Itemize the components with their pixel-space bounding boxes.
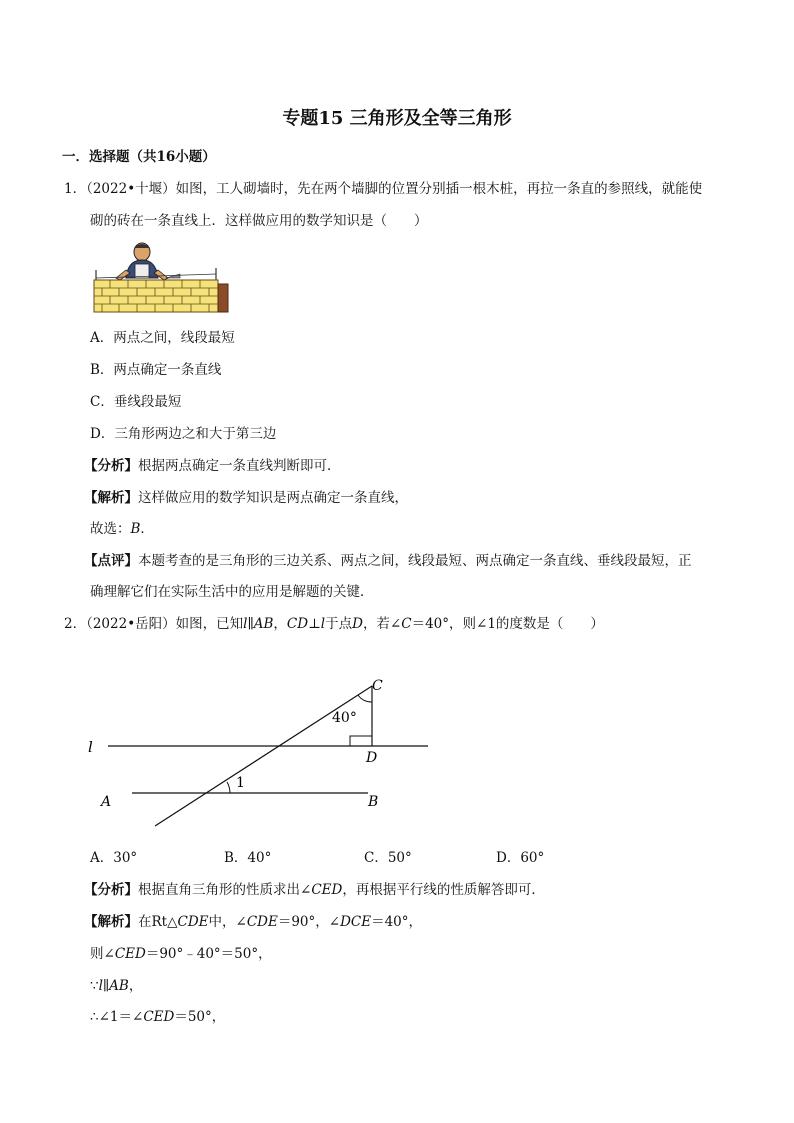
- answer-letter: B: [130, 521, 141, 537]
- solution-tag: 【解析】: [84, 490, 138, 506]
- label-a: A: [101, 794, 112, 810]
- angle-c-arc: [358, 695, 372, 702]
- page-title: 专题15 三角形及全等三角形: [282, 108, 512, 129]
- q1-option-b: B．两点确定一条直线: [90, 362, 222, 378]
- right-angle-mark: [350, 736, 372, 746]
- q1-answer: [90, 517, 154, 537]
- comment-tag: 【点评】: [84, 553, 138, 569]
- q2-geometry-figure: [0, 640, 794, 840]
- q1-option-a: A．两点之间，线段最短: [90, 330, 235, 346]
- q2-option-a: A．30°: [90, 850, 138, 866]
- label-b: B: [368, 794, 379, 810]
- worker-illustration: [116, 243, 180, 280]
- analysis-text: 根据两点确定一条直线判断即可．: [138, 458, 341, 474]
- label-angle-1: 1: [236, 775, 245, 791]
- q1-option-d: D．三角形两边之和大于第三边: [90, 426, 277, 442]
- solution-text: 这样做应用的数学知识是两点确定一条直线，: [138, 490, 408, 506]
- q2-step1: 则∠CED＝90°﹣40°＝50°，: [90, 946, 272, 962]
- q2-stem: 2．（2022•岳阳）如图，已知l∥AB，CD⊥l于点D，若∠C＝40°，则∠1的度数是（ ）: [64, 616, 604, 632]
- q1-stem-line1: 1．（2022•十堰）如图，工人砌墙时，先在两个墙脚的位置分别插一根木桩，再拉一条直的参照线，就能使: [64, 181, 703, 197]
- q2-option-d: D．60°: [496, 850, 545, 866]
- answer-suffix: ．: [140, 521, 154, 537]
- q1-analysis: [84, 454, 341, 474]
- label-c: C: [372, 678, 383, 694]
- q2-step3: ∴∠1＝∠CED＝50°，: [90, 1009, 226, 1025]
- q2-step2: ∵l∥AB，: [90, 978, 143, 994]
- q2-analysis: 【分析】根据直角三角形的性质求出∠CED，再根据平行线的性质解答即可．: [84, 882, 545, 898]
- q2-option-c: C．50°: [364, 850, 412, 866]
- brick-wall: [94, 280, 228, 312]
- section-heading: 一．选择题（共16小题）: [62, 149, 216, 165]
- angle-1-arc: [227, 782, 230, 793]
- q2-option-b: B．40°: [224, 850, 272, 866]
- q1-comment-line2: 确理解它们在实际生活中的应用是解题的关键．: [90, 584, 374, 600]
- q1-stem-line2: 砌的砖在一条直线上．这样做应用的数学知识是（ ）: [90, 213, 428, 229]
- q2-solution: 【解析】在Rt△CDE中，∠CDE＝90°，∠DCE＝40°，: [84, 914, 423, 930]
- label-d: D: [366, 750, 378, 766]
- answer-prefix: 故选：: [90, 521, 131, 537]
- q1-solution: [84, 486, 408, 506]
- q1-bricklayer-figure: [88, 240, 234, 314]
- analysis-tag: 【分析】: [84, 458, 138, 474]
- label-angle-40: 40°: [332, 710, 357, 726]
- q1-comment-line1: [84, 549, 692, 569]
- transversal-line: [155, 686, 372, 826]
- q1-option-c: C．垂线段最短: [90, 394, 182, 410]
- comment-text: 本题考查的是三角形的三边关系、两点之间，线段最短、两点确定一条直线、垂线段最短，正: [138, 553, 692, 569]
- label-l: l: [88, 738, 93, 756]
